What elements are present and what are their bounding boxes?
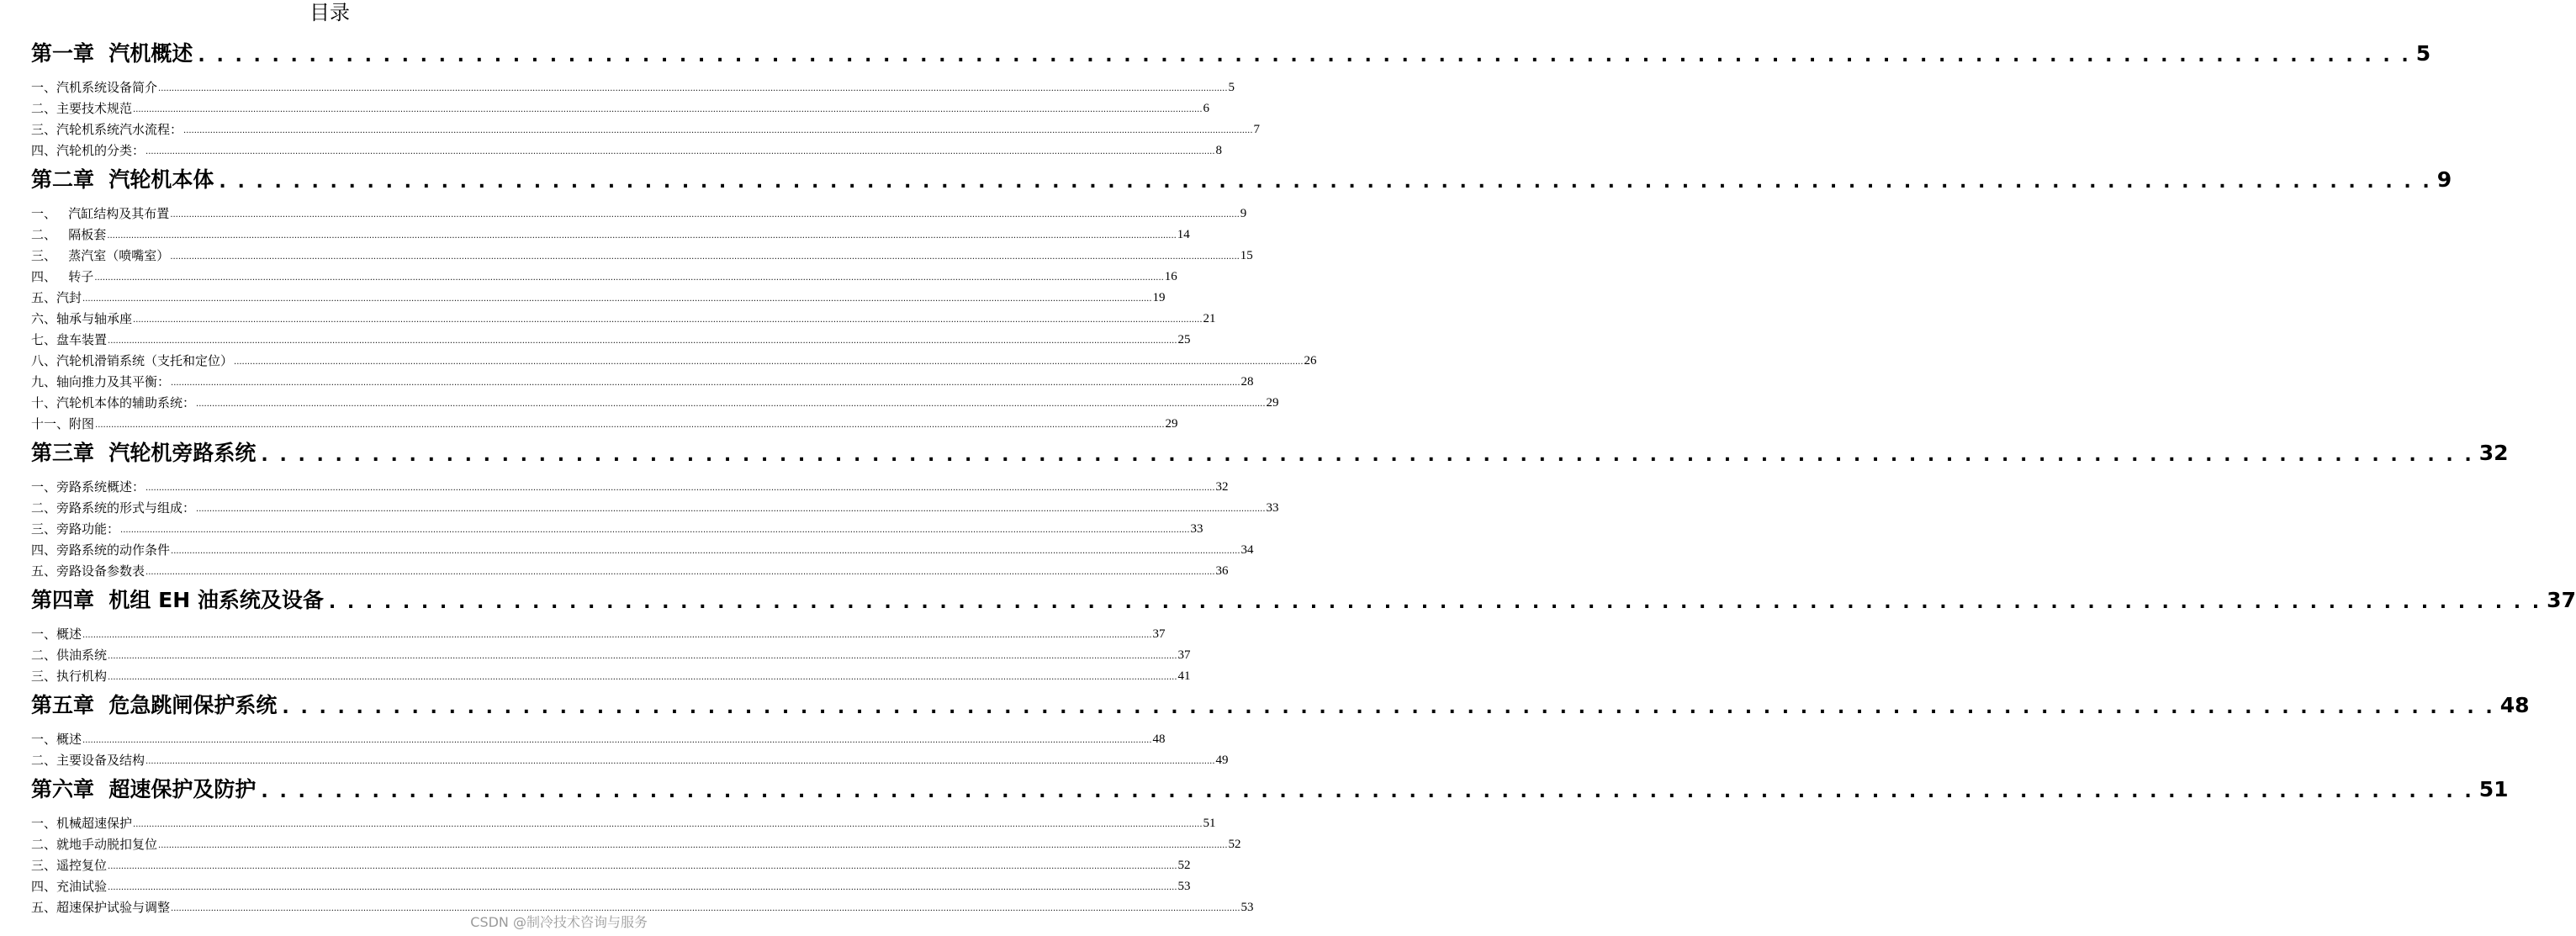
section-title: 三、旁路功能：	[31, 521, 120, 537]
dot-leader: ................................................................................................................................................................................................................................................................................................................................................................................................................	[171, 904, 1240, 913]
toc-section-entry[interactable]	[31, 222, 1190, 243]
toc-section-entry[interactable]	[31, 369, 1254, 390]
section-title: 六、轴承与轴承座	[31, 311, 133, 326]
dot-leader: ................................................................................................................................................................................................................................................................................................................................................................................................................	[107, 231, 1177, 241]
toc-section-entry[interactable]	[31, 201, 1247, 222]
dot-leader: ................................................................................................................................................................................................................................................................................................................................................................................................................	[108, 652, 1177, 661]
section-title: 五、旁路设备参数表	[31, 563, 145, 579]
section-title: 五、超速保护试验与调整	[31, 900, 171, 915]
dot-leader: ................................................................................................................................................................................................................................................................................................................................................................................................................	[170, 252, 1240, 262]
section-page-number: 6	[1203, 102, 1209, 115]
section-page-number: 33	[1190, 522, 1203, 536]
toc-section-entry[interactable]	[31, 811, 1216, 832]
toc-chapter-entry[interactable]	[31, 687, 2530, 721]
section-page-number: 7	[1253, 123, 1260, 136]
section-title: 七、盘车装置	[31, 332, 108, 347]
section-title: 二、就地手动脱扣复位	[31, 837, 158, 852]
toc-section-entry[interactable]	[31, 516, 1203, 537]
section-page-number: 34	[1240, 543, 1254, 557]
dot-leader: ................................................................................................................................................................................................................................................................................................................................................................................................................	[82, 294, 1152, 304]
chapter-title: 第四章 机组 EH 油系统及设备	[31, 588, 324, 612]
section-title: 二、 隔板套	[31, 227, 107, 242]
section-title: 二、主要设备及结构	[31, 753, 145, 768]
section-title: 四、 转子	[31, 269, 94, 284]
dot-leader: ................................................................................................................................................................................................................................................................................................................................................................................................................	[133, 105, 1203, 114]
section-title: 四、旁路系统的动作条件	[31, 542, 171, 558]
section-title: 九、轴向推力及其平衡：	[31, 374, 171, 389]
section-title: 一、汽机系统设备简介	[31, 80, 158, 95]
section-page-number: 5	[1228, 81, 1235, 94]
section-title: 二、供油系统	[31, 648, 108, 663]
section-title: 三、遥控复位	[31, 858, 108, 873]
section-page-number: 26	[1304, 354, 1317, 368]
section-title: 十、汽轮机本体的辅助系统：	[31, 395, 196, 410]
dot-leader: ................................................................................................................................................................................................................................................................................................................................................................................................................	[158, 84, 1228, 93]
watermark: CSDN @制冷技术咨询与服务	[470, 914, 648, 930]
toc-section-entry[interactable]	[31, 285, 1166, 306]
toc-section-entry[interactable]	[31, 748, 1229, 769]
toc-section-entry[interactable]	[31, 495, 1279, 516]
section-page-number: 36	[1215, 564, 1229, 578]
dot-leader: ................................................................................................................................................................................................................................................................................................................................................................................................................	[108, 883, 1177, 892]
section-page-number: 48	[1152, 732, 1166, 746]
section-page-number: 9	[1240, 207, 1247, 220]
section-title: 三、汽轮机系统汽水流程：	[31, 122, 183, 137]
chapter-page-number: 32	[2478, 441, 2509, 465]
toc-section-entry[interactable]	[31, 411, 1178, 432]
chapter-title: 第三章 汽轮机旁路系统	[31, 441, 257, 465]
toc-section-entry[interactable]	[31, 138, 1222, 159]
section-page-number: 15	[1240, 249, 1253, 262]
section-title: 一、旁路系统概述：	[31, 479, 145, 494]
dot-leader: ................................................................................................................................................................................................................................................................................................................................................................................................................	[171, 378, 1240, 388]
section-page-number: 53	[1177, 880, 1191, 893]
toc-section-entry[interactable]	[31, 243, 1253, 264]
section-title: 二、主要技术规范	[31, 101, 133, 116]
dot-leader: ................................................................................................................................................................................................................................................................................................................................................................................................................	[171, 547, 1240, 556]
toc-chapter-entry[interactable]	[31, 161, 2452, 195]
dot-leader: ................................................................................................................................................................................................................................................................................................................................................................................................................	[145, 484, 1215, 493]
toc-section-entry[interactable]	[31, 537, 1254, 558]
section-page-number: 29	[1266, 396, 1279, 410]
section-title: 一、概述	[31, 732, 82, 747]
dot-leader: . . . . . . . . . . . . . . . . . . . . . . . . . . . . . . . . . . . . . . . . . . . . . . . . . . . . . . . . . . . . . . . . . . . . . . . . . . . . . . . . . . . . . . . . . . . . . . . . . . . . . . . . . . . . . . . . . . . . . . . .	[328, 592, 2542, 613]
section-title: 四、汽轮机的分类：	[31, 143, 145, 158]
toc-title: 目录	[309, 1, 350, 24]
toc-section-entry[interactable]	[31, 390, 1279, 411]
dot-leader: ................................................................................................................................................................................................................................................................................................................................................................................................................	[120, 526, 1190, 535]
section-page-number: 21	[1203, 312, 1216, 325]
dot-leader: ................................................................................................................................................................................................................................................................................................................................................................................................................	[82, 736, 1152, 745]
dot-leader: ................................................................................................................................................................................................................................................................................................................................................................................................................	[133, 820, 1203, 829]
section-title: 十一、附图	[31, 416, 95, 431]
section-title: 二、旁路系统的形式与组成：	[31, 500, 196, 516]
toc-chapter-entry[interactable]	[31, 582, 2576, 616]
section-title: 一、 汽缸结构及其布置	[31, 206, 170, 221]
section-page-number: 41	[1177, 669, 1191, 683]
dot-leader: ................................................................................................................................................................................................................................................................................................................................................................................................................	[196, 399, 1266, 409]
dot-leader: . . . . . . . . . . . . . . . . . . . . . . . . . . . . . . . . . . . . . . . . . . . . . . . . . . . . . . . . . . . . . . . . . . . . . . . . . . . . . . . . . . . . . . . . . . . . . . . . . . . . . . . . . . . . . . . . . . . . . . . .	[198, 45, 2411, 66]
chapter-page-number: 51	[2478, 777, 2509, 801]
chapter-title: 第二章 汽轮机本体	[31, 167, 214, 192]
section-page-number: 33	[1266, 501, 1279, 515]
dot-leader: ................................................................................................................................................................................................................................................................................................................................................................................................................	[234, 357, 1304, 367]
dot-leader: ................................................................................................................................................................................................................................................................................................................................................................................................................	[183, 126, 1253, 135]
section-title: 五、汽封	[31, 290, 82, 305]
dot-leader: ................................................................................................................................................................................................................................................................................................................................................................................................................	[158, 841, 1228, 850]
section-page-number: 51	[1203, 817, 1216, 830]
dot-leader: ................................................................................................................................................................................................................................................................................................................................................................................................................	[82, 631, 1152, 640]
dot-leader: ................................................................................................................................................................................................................................................................................................................................................................................................................	[170, 210, 1240, 219]
toc-section-entry[interactable]	[31, 117, 1260, 138]
toc-section-entry[interactable]	[31, 75, 1235, 96]
dot-leader: ................................................................................................................................................................................................................................................................................................................................................................................................................	[108, 862, 1177, 871]
section-page-number: 37	[1152, 627, 1166, 641]
chapter-page-number: 5	[2415, 41, 2431, 66]
toc-section-entry[interactable]	[31, 643, 1191, 664]
toc-section-entry[interactable]	[31, 832, 1241, 853]
toc-chapter-entry[interactable]	[31, 35, 2431, 69]
section-page-number: 29	[1165, 417, 1178, 431]
dot-leader: ................................................................................................................................................................................................................................................................................................................................................................................................................	[196, 505, 1266, 514]
toc-chapter-entry[interactable]	[31, 771, 2509, 805]
dot-leader: ................................................................................................................................................................................................................................................................................................................................................................................................................	[108, 336, 1177, 346]
chapter-title: 第一章 汽机概述	[31, 41, 193, 66]
toc-section-entry[interactable]	[31, 621, 1166, 643]
dot-leader: ................................................................................................................................................................................................................................................................................................................................................................................................................	[133, 315, 1203, 325]
dot-leader: ................................................................................................................................................................................................................................................................................................................................................................................................................	[95, 420, 1165, 430]
section-page-number: 37	[1177, 648, 1191, 662]
section-title: 三、执行机构	[31, 669, 108, 684]
section-page-number: 14	[1177, 228, 1190, 241]
chapter-page-number: 9	[2436, 167, 2452, 192]
dot-leader: ................................................................................................................................................................................................................................................................................................................................................................................................................	[145, 147, 1215, 156]
toc-section-entry[interactable]	[31, 96, 1209, 117]
toc-section-entry[interactable]	[31, 727, 1166, 748]
section-page-number: 49	[1215, 754, 1229, 767]
dot-leader: . . . . . . . . . . . . . . . . . . . . . . . . . . . . . . . . . . . . . . . . . . . . . . . . . . . . . . . . . . . . . . . . . . . . . . . . . . . . . . . . . . . . . . . . . . . . . . . . . . . . . . . . . . . . . . . . . . . . . . . .	[219, 172, 2432, 193]
toc-section-entry[interactable]	[31, 306, 1216, 327]
chapter-page-number: 48	[2499, 693, 2530, 717]
dot-leader: ................................................................................................................................................................................................................................................................................................................................................................................................................	[145, 757, 1215, 766]
table-of-contents	[31, 35, 2576, 916]
dot-leader: ................................................................................................................................................................................................................................................................................................................................................................................................................	[145, 568, 1215, 577]
chapter-title: 第五章 危急跳闸保护系统	[31, 693, 278, 717]
section-page-number: 28	[1240, 375, 1254, 389]
section-title: 一、机械超速保护	[31, 816, 133, 831]
toc-section-entry[interactable]	[31, 264, 1177, 285]
toc-section-entry[interactable]	[31, 558, 1229, 579]
section-page-number: 19	[1152, 291, 1166, 304]
toc-section-entry[interactable]	[31, 853, 1191, 874]
dot-leader: . . . . . . . . . . . . . . . . . . . . . . . . . . . . . . . . . . . . . . . . . . . . . . . . . . . . . . . . . . . . . . . . . . . . . . . . . . . . . . . . . . . . . . . . . . . . . . . . . . . . . . . . . . . . . . . . . . . . . . . .	[261, 445, 2474, 466]
section-title: 四、充油试验	[31, 879, 108, 894]
toc-section-entry[interactable]	[31, 474, 1229, 495]
section-title: 三、 蒸汽室（喷嘴室）	[31, 248, 170, 263]
section-title: 八、汽轮机滑销系统（支托和定位）	[31, 353, 234, 368]
section-page-number: 8	[1215, 144, 1222, 157]
toc-section-entry[interactable]	[31, 327, 1191, 348]
chapter-title: 第六章 超速保护及防护	[31, 777, 257, 801]
section-title: 一、概述	[31, 627, 82, 642]
section-page-number: 32	[1215, 480, 1229, 494]
dot-leader: ................................................................................................................................................................................................................................................................................................................................................................................................................	[108, 673, 1177, 682]
section-page-number: 52	[1228, 838, 1241, 851]
section-page-number: 25	[1177, 333, 1191, 346]
section-page-number: 16	[1164, 270, 1177, 283]
dot-leader: . . . . . . . . . . . . . . . . . . . . . . . . . . . . . . . . . . . . . . . . . . . . . . . . . . . . . . . . . . . . . . . . . . . . . . . . . . . . . . . . . . . . . . . . . . . . . . . . . . . . . . . . . . . . . . . . . . . . . . . .	[282, 697, 2495, 718]
section-page-number: 52	[1177, 859, 1191, 872]
dot-leader: ................................................................................................................................................................................................................................................................................................................................................................................................................	[94, 273, 1164, 283]
dot-leader: . . . . . . . . . . . . . . . . . . . . . . . . . . . . . . . . . . . . . . . . . . . . . . . . . . . . . . . . . . . . . . . . . . . . . . . . . . . . . . . . . . . . . . . . . . . . . . . . . . . . . . . . . . . . . . . . . . . . . . . .	[261, 781, 2474, 802]
toc-section-entry[interactable]	[31, 874, 1191, 895]
section-page-number: 53	[1240, 901, 1254, 914]
toc-section-entry[interactable]	[31, 664, 1191, 685]
toc-section-entry[interactable]	[31, 348, 1317, 369]
chapter-page-number: 37	[2547, 588, 2576, 612]
toc-chapter-entry[interactable]	[31, 435, 2509, 468]
